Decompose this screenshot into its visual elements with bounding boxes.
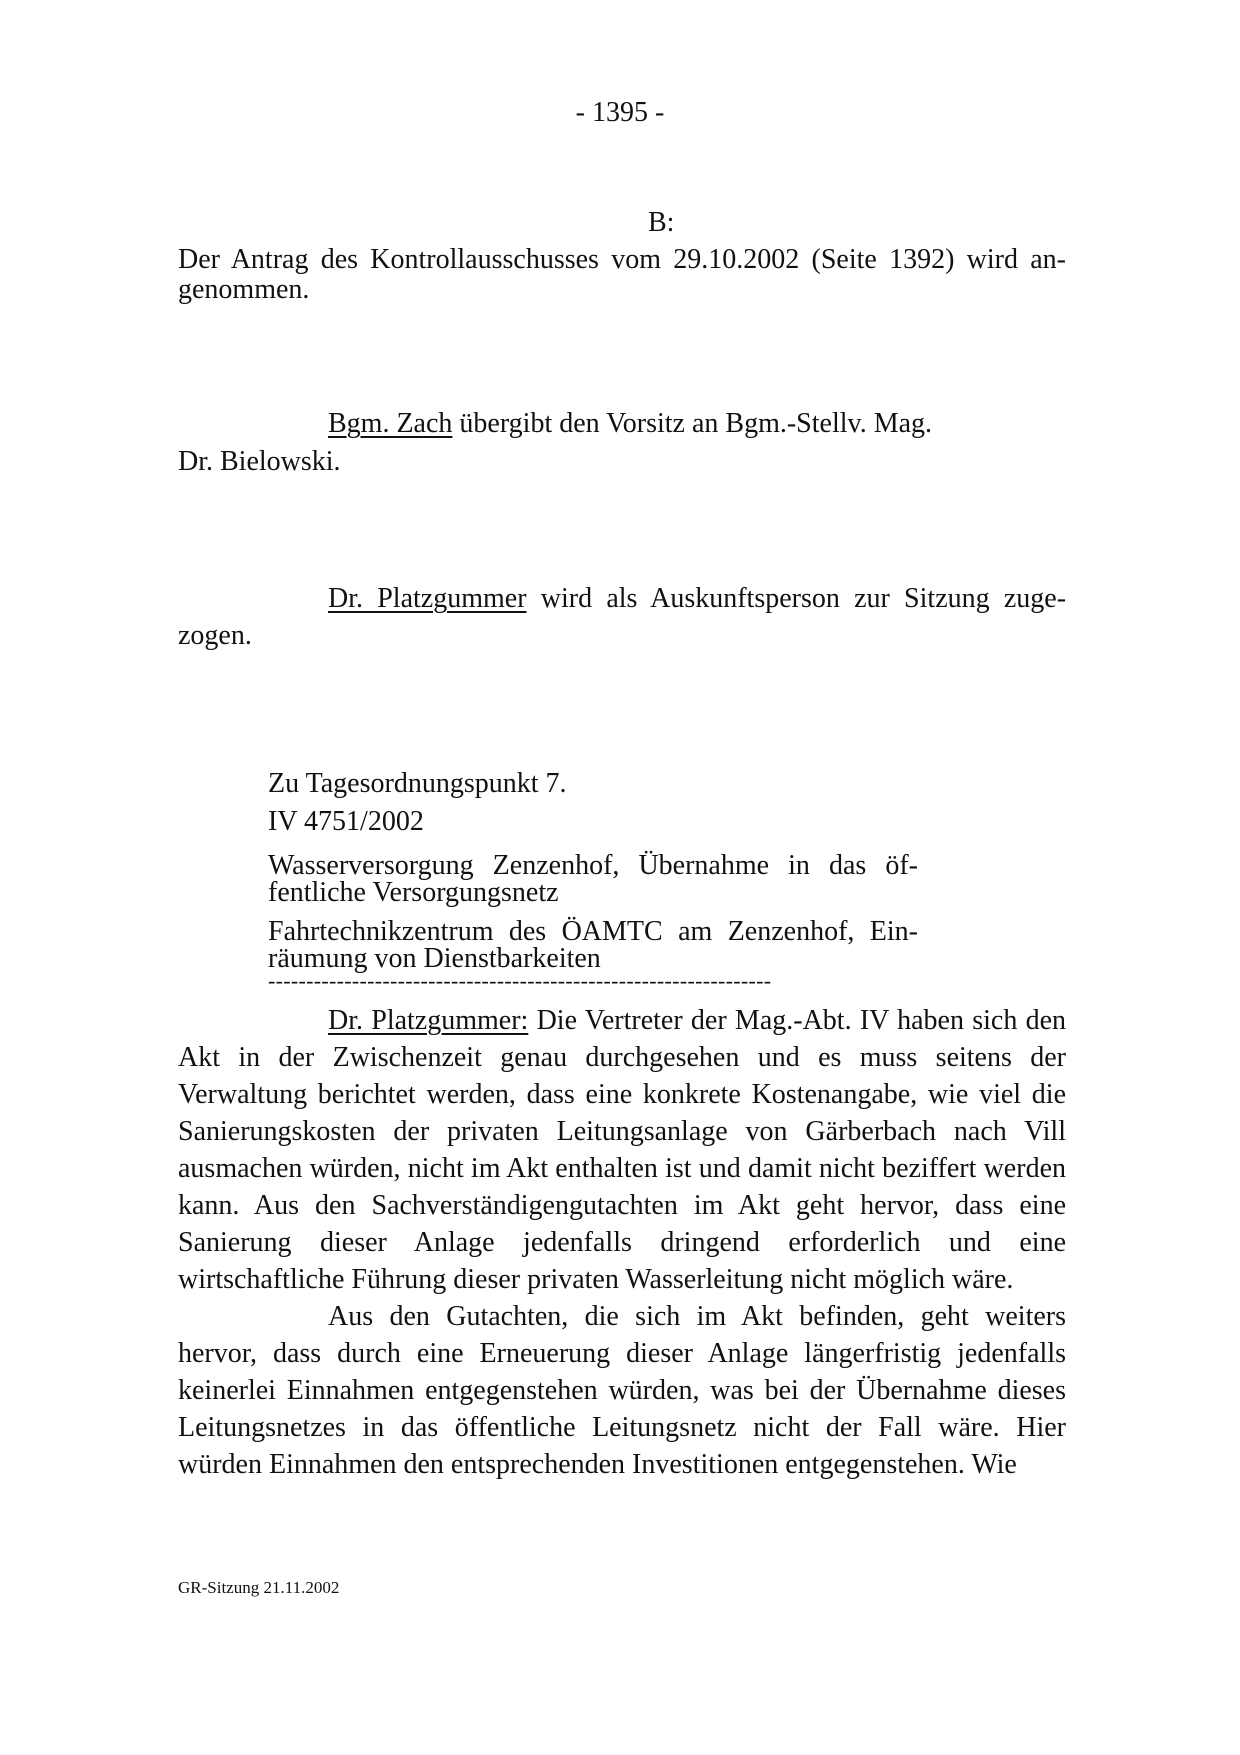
statement-paragraph-1 bbox=[178, 1002, 1066, 1298]
resolution-line-1: Der Antrag des Kontrollausschusses vom 29.10.2002 (Seite 1392) wird an- bbox=[178, 244, 1066, 275]
statement-paragraph-2: Aus den Gutachten, die sich im Akt befinden, geht weiters hervor, dass durch eine Erneuerung dieser Anlage längerfristig jedenfalls keinerlei Einnahmen entgegenstehen würden, was bei der Übernahme dieses Leitungsnetzes in das öffentliche Leitungsnetz nicht der Fall wäre. Hier würden Einnahmen den entsprechenden Investitionen entgegenstehen. Wie bbox=[178, 1301, 1066, 1480]
consultant-line-1 bbox=[328, 580, 1066, 617]
speaker-name: Dr. Platzgummer: bbox=[328, 1005, 529, 1036]
chair-transfer-line-2: Dr. Bielowski. bbox=[178, 446, 341, 477]
separator-line: ------------------------------------------------------------------ bbox=[268, 968, 772, 993]
consultant-text: wird als Auskunftsperson zur Sitzung zuge- bbox=[540, 583, 1067, 614]
speaker-name: Dr. Platzgummer bbox=[328, 583, 527, 614]
consultant-line-2: zogen. bbox=[178, 620, 252, 651]
statement-body bbox=[178, 1002, 1066, 1483]
subject-2-line-2: räumung von Dienstbarkeiten bbox=[268, 943, 601, 974]
footer: GR-Sitzung 21.11.2002 bbox=[178, 1578, 340, 1597]
file-number: IV 4751/2002 bbox=[268, 806, 424, 837]
subject-2-line-1: Fahrtechnikzentrum des ÖAMTC am Zenzenhof, Ein- bbox=[268, 916, 918, 947]
subject-1-line-2: fentliche Versorgungsnetz bbox=[268, 877, 559, 908]
resolution-line-2: genommen. bbox=[178, 274, 310, 305]
agenda-item: Zu Tagesordnungspunkt 7. bbox=[268, 768, 567, 799]
section-label: B: bbox=[648, 207, 675, 238]
chair-transfer-line-1 bbox=[328, 405, 932, 442]
chair-transfer-text: übergibt den Vorsitz an Bgm.-Stellv. Mag. bbox=[452, 408, 933, 439]
page-number: - 1395 - bbox=[575, 97, 665, 128]
paragraph-1-text: Die Vertreter der Mag.-Abt. IV haben sich den Akt in der Zwischenzeit genau durchgesehen und es muss seitens der Verwaltung berichtet werden, dass eine konkrete Kostenangabe, wie viel die Sanierungskosten der privaten Leitungsanlage von Gärberbach nach Vill ausmachen würden, nicht im Akt enthalten ist und damit nicht beziffert werden kann. Aus den Sachverständigengutachten im Akt geht hervor, dass eine Sanierung dieser Anlage jedenfalls dringend erforderlich und eine wirtschaftliche Führung dieser privaten Wasserleitung nicht möglich wäre. bbox=[178, 1005, 1066, 1295]
subject-1-line-1: Wasserversorgung Zenzenhof, Übernahme in das öf- bbox=[268, 850, 918, 881]
speaker-name: Bgm. Zach bbox=[328, 408, 453, 439]
